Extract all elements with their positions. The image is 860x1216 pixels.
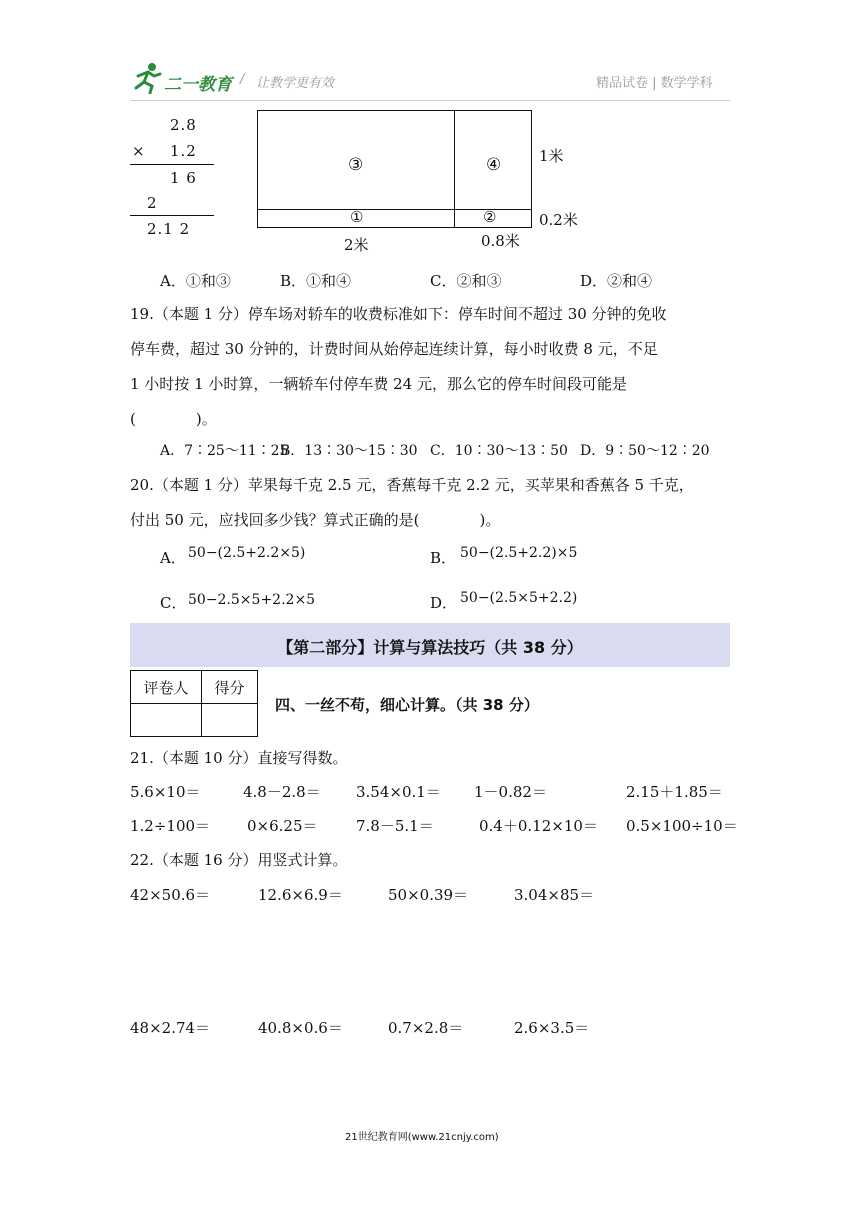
score-table bbox=[130, 670, 258, 737]
region-1-label: ① bbox=[350, 208, 364, 226]
q18-option-c: C．②和③ bbox=[430, 272, 502, 290]
q20-option-a-expr: 50−(2.5+2.2×5) bbox=[188, 545, 306, 561]
region-2-label: ② bbox=[483, 208, 497, 226]
q19-line1: 19.（本题 1 分）停车场对轿车的收费标准如下：停车时间不超过 30 分钟的免收 bbox=[130, 305, 667, 323]
q22-item: 12.6×6.9＝ bbox=[258, 886, 343, 904]
q20-option-c-label: C． bbox=[160, 594, 187, 612]
slogan: 让教学更有效 bbox=[256, 76, 335, 91]
q21-item: 2.15＋1.85＝ bbox=[626, 783, 723, 801]
q20-option-a-label: A． bbox=[160, 549, 186, 567]
q22-item: 40.8×0.6＝ bbox=[258, 1019, 343, 1037]
vm-line-1 bbox=[130, 164, 214, 165]
q19-option-c: C．10∶30～13∶50 bbox=[430, 443, 568, 459]
vm-line-2 bbox=[130, 215, 214, 216]
footer: 21世纪教育网(www.21cnjy.com) bbox=[345, 1132, 499, 1143]
q20-line1: 20.（本题 1 分）苹果每千克 2.5 元，香蕉每千克 2.2 元，买苹果和香蕉各 5 千克， bbox=[130, 476, 694, 494]
q21-item: 4.8－2.8＝ bbox=[243, 783, 321, 801]
label-08m: 0.8米 bbox=[481, 232, 520, 250]
region-4-label: ④ bbox=[486, 155, 502, 175]
q22-item: 48×2.74＝ bbox=[130, 1019, 211, 1037]
label-1m: 1米 bbox=[539, 147, 564, 165]
q18-option-a: A．①和③ bbox=[160, 272, 231, 290]
q19-line4: ( )。 bbox=[130, 410, 217, 428]
q21-title: 21.（本题 10 分）直接写得数。 bbox=[130, 749, 348, 767]
q18-option-b: B．①和④ bbox=[280, 272, 352, 290]
header-divider bbox=[130, 100, 730, 101]
score-cell-grader[interactable] bbox=[131, 704, 202, 737]
q21-item: 3.54×0.1＝ bbox=[356, 783, 441, 801]
q21-item: 7.8－5.1＝ bbox=[356, 817, 434, 835]
q21-item: 0.5×100÷10＝ bbox=[626, 817, 738, 835]
q19-option-a: A．7∶25～11∶25 bbox=[160, 443, 289, 459]
region-3-label: ③ bbox=[348, 155, 364, 175]
q22-item: 42×50.6＝ bbox=[130, 886, 211, 904]
part2-banner-title: 【第二部分】计算与算法技巧（共 38 分） bbox=[277, 638, 583, 657]
q20-option-b-expr: 50−(2.5+2.2)×5 bbox=[460, 545, 578, 561]
q20-line2: 付出 50 元，应找回多少钱？算式正确的是( )。 bbox=[130, 511, 501, 529]
header-right-text: 精品试卷 | 数学学科 bbox=[596, 76, 713, 91]
label-2m: 2米 bbox=[344, 236, 369, 254]
q20-option-d-label: D． bbox=[430, 594, 458, 612]
q20-option-d-expr: 50−(2.5×5+2.2) bbox=[460, 590, 578, 606]
part2-banner bbox=[130, 623, 730, 667]
q20-option-b-label: B． bbox=[430, 549, 457, 567]
vm-op: × bbox=[132, 142, 146, 160]
logo-text: 二一教育 bbox=[164, 75, 232, 95]
q22-title: 22.（本题 16 分）用竖式计算。 bbox=[130, 851, 348, 869]
q19-option-d: D．9∶50～12∶20 bbox=[580, 443, 710, 459]
label-02m: 0.2米 bbox=[539, 211, 578, 229]
q19-option-b: B．13∶30～15∶30 bbox=[280, 443, 418, 459]
vm-row3: 1 6 bbox=[170, 169, 197, 187]
q22-item: 3.04×85＝ bbox=[514, 886, 595, 904]
q21-item: 5.6×10＝ bbox=[130, 783, 201, 801]
vm-row5: 2.1 2 bbox=[147, 220, 191, 238]
vm-row2: 1.2 bbox=[170, 142, 197, 160]
slash-divider: / bbox=[240, 72, 245, 87]
runner-logo-icon bbox=[132, 62, 162, 94]
q18-option-d: D．②和④ bbox=[580, 272, 653, 290]
score-col-score: 得分 bbox=[202, 671, 258, 704]
q19-line2: 停车费，超过 30 分钟的，计费时间从始停起连续计算，每小时收费 8 元，不足 bbox=[130, 340, 658, 358]
q21-item: 1.2÷100＝ bbox=[130, 817, 211, 835]
q22-item: 0.7×2.8＝ bbox=[388, 1019, 464, 1037]
q21-item: 0×6.25＝ bbox=[247, 817, 318, 835]
score-col-grader: 评卷人 bbox=[131, 671, 202, 704]
q22-item: 2.6×3.5＝ bbox=[514, 1019, 590, 1037]
vm-row4: 2 bbox=[147, 194, 158, 212]
q20-option-c-expr: 50−2.5×5+2.2×5 bbox=[188, 592, 316, 608]
q21-item: 1－0.82＝ bbox=[474, 783, 547, 801]
vm-row1: 2.8 bbox=[170, 116, 197, 134]
section-4-title: 四、一丝不苟，细心计算。（共 38 分） bbox=[275, 696, 539, 714]
score-cell-score[interactable] bbox=[202, 704, 258, 737]
q21-item: 0.4＋0.12×10＝ bbox=[479, 817, 598, 835]
q22-item: 50×0.39＝ bbox=[388, 886, 469, 904]
q19-line3: 1 小时按 1 小时算，一辆轿车付停车费 24 元，那么它的停车时间段可能是 bbox=[130, 375, 628, 393]
